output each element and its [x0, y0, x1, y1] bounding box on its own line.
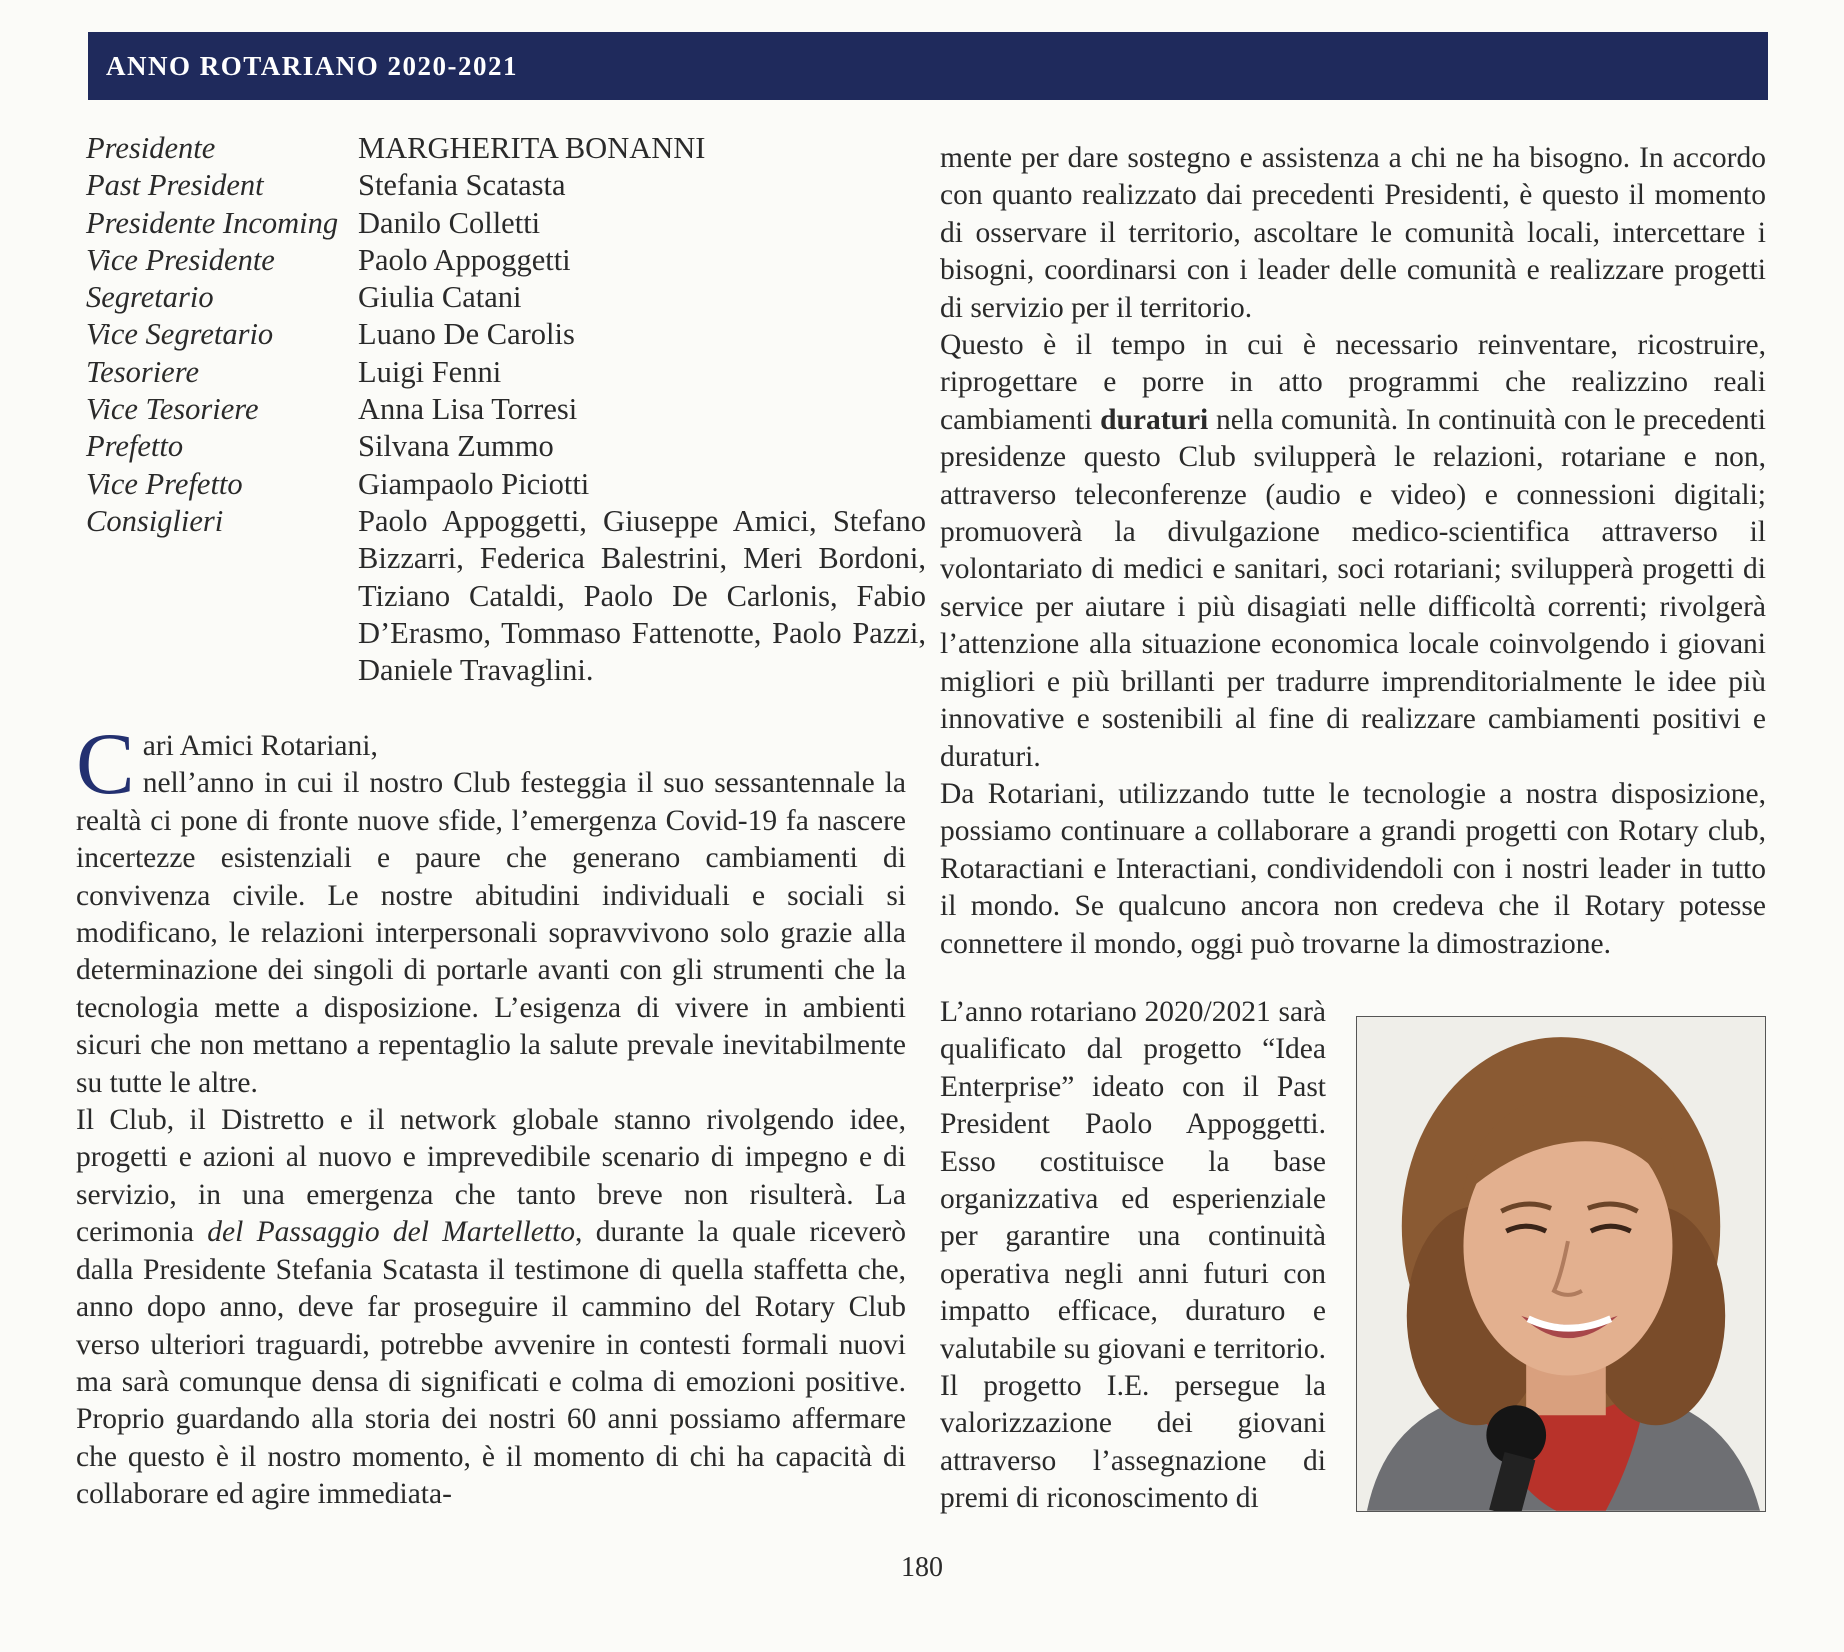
officer-role: Vice Presidente [86, 242, 275, 277]
officer-role: Vice Prefetto [86, 466, 243, 501]
letter-paragraph [940, 776, 1766, 963]
officer-name: Giampaolo Piciotti [358, 466, 590, 501]
president-photo [1356, 1016, 1766, 1512]
letter-text: L’anno rotariano 2020/2021 sarà qualificato dal progetto “Idea Enterprise” ideato con il Past President Paolo Appoggetti. Esso costituisce la base organizzativa ed esperienziale per garantire una continuità operativa negli anni futuri con impatto efficace, duraturo e valutabile su giovani e territorio. Il progetto I.E. persegue la valorizzazione dei giovani attraverso l’assegnazione di premi di riconoscimento di [940, 996, 1326, 1515]
officer-name: Silvana Zummo [358, 429, 554, 464]
officer-role: Presidente [86, 131, 216, 165]
letter-text: Il Club, il Distretto e il network globale stanno rivolgendo idee, progetti e azioni al nuovo e imprevedibile scenario di impegno e di servizio, in una emergenza che tanto breve non risulterà. La cerimonia [76, 1104, 906, 1249]
letter-text: Questo è il tempo in cui è necessario reinventare, ricostruire, riprogettare e porre in atto programmi che realizzino reali cambiamenti [940, 329, 1766, 436]
letter-paragraph [940, 327, 1766, 776]
officer-row [86, 279, 926, 316]
section-title: ANNO ROTARIANO 2020-2021 [106, 50, 518, 81]
portrait-image [1357, 1017, 1765, 1511]
officer-name: Stefania Scatasta [358, 168, 566, 203]
letter-text: nella comunità. In continuità con le precedenti presidenze questo Club svilupperà le relazioni, rotariane e non, attraverso teleconferenze (audio e video) e connessioni digitali; promuoverà la divulgazione medico-scientifica attraverso il volontariato di medici e sanitari, soci rotariani; svilupperà progetti di service per aiutare i più disagiati nelle difficoltà correnti; rivolgerà l’attenzione alla situazione economica locale coinvolgendo i giovani migliori e più brillanti per tradurre imprenditorialmente le idee più innovative e sostenibili al fine di realizzare cambiamenti positivi e duraturi. [940, 403, 1767, 773]
header-bar [88, 32, 1768, 100]
officer-row [86, 503, 926, 689]
letter-right-column [940, 140, 1766, 963]
officer-name: Danilo Colletti [358, 205, 541, 240]
officer-name: Paolo Appoggetti [358, 242, 571, 277]
officers-list [86, 130, 926, 689]
officer-name: Paolo Appoggetti, Giuseppe Amici, Stefano Bizzarri, Federica Balestrini, Meri Bordoni, Tiziano Cataldi, Paolo De Carlonis, Fabio D’Erasmo, Tommaso Fattenotte, Paolo Pazzi, Daniele Travaglini. [358, 503, 926, 688]
officer-role: Prefetto [86, 429, 184, 464]
letter-text-bold: duraturi [1100, 403, 1209, 436]
letter-paragraph [940, 140, 1766, 327]
officer-row [86, 167, 926, 204]
letter-left-column [76, 716, 906, 1514]
officer-role: Vice Segretario [86, 317, 274, 352]
page-number: 180 [901, 1552, 943, 1583]
letter-paragraph [76, 716, 906, 1102]
officer-role: Vice Tesoriere [86, 392, 259, 427]
officer-row [86, 205, 926, 242]
officer-role: Tesoriere [86, 354, 199, 389]
letter-text: nell’anno in cui il nostro Club festeggia il suo sessantennale la realtà ci pone di fronte nuove sfide, l’emergenza Covid-19 fa nascere incertezze esistenziali e paure che generano cambiamenti di convivenza civile. Le nostre abitudini individuali e sociali si modificano, le relazioni interpersonali sopravvivono solo grazie alla determinazione dei singoli di portarle avanti con gli strumenti che la tecnologia mette a disposizione. L’esigenza di vivere in ambienti sicuri che non mettano a repentaglio la salute prevale inevitabilmente su tutte le altre. [76, 767, 906, 1099]
officer-role: Presidente Incoming [86, 205, 339, 240]
letter-paragraph [940, 994, 1326, 1518]
drop-cap: C [76, 716, 135, 813]
officer-name: Anna Lisa Torresi [358, 392, 578, 427]
officer-row [86, 242, 926, 279]
letter-text: , durante la quale riceverò dalla Presidente Stefania Scatasta il testimone di quella staffetta che, anno dopo anno, deve far proseguire il cammino del Rotary Club verso ulteriori traguardi, potrebbe avvenire in contesti formali nuovi ma sarà comunque densa di significati e colma di emozioni positive. Proprio guardando alla storia dei nostri 60 anni possiamo affermare che questo è il nostro momento, è il momento di chi ha capacità di collaborare ed agire immediata- [76, 1216, 906, 1511]
officer-row [86, 391, 926, 428]
officer-name: Luigi Fenni [358, 354, 502, 389]
officer-role: Consiglieri [86, 503, 224, 538]
officer-name: Giulia Catani [358, 280, 522, 315]
officer-row [86, 466, 926, 503]
letter-text: Da Rotariani, utilizzando tutte le tecnologie a nostra disposizione, possiamo continuare a collaborare a grandi progetti con Rotary club, Rotaractiani e Interactiani, condividendoli con i nostri leader in tutto il mondo. Se qualcuno ancora non credeva che il Rotary potesse connettere il mondo, oggi può trovarne la dimostrazione. [940, 777, 1766, 960]
letter-text-italic: del Passaggio del Martelletto [207, 1216, 576, 1249]
letter-paragraph [76, 1102, 906, 1513]
officer-row [86, 130, 926, 167]
officer-name: Luano De Carolis [358, 317, 575, 352]
letter-right-lower-column [940, 994, 1326, 1518]
officer-name: MARGHERITA BONANNI [358, 131, 706, 165]
letter-greeting: ari Amici Rotariani, [142, 730, 378, 762]
officer-role: Past President [86, 168, 264, 203]
officer-row [86, 428, 926, 465]
officer-row [86, 354, 926, 391]
officer-role: Segretario [86, 280, 214, 315]
officer-row [86, 316, 926, 353]
letter-text: mente per dare sostegno e assistenza a chi ne ha bisogno. In accordo con quanto realizzato dai precedenti Presidenti, è questo il momento di osservare il territorio, ascoltare le comunità locali, intercettare i bisogni, coordinarsi con i leader delle comunità e realizzare progetti di servizio per il territorio. [940, 142, 1766, 324]
